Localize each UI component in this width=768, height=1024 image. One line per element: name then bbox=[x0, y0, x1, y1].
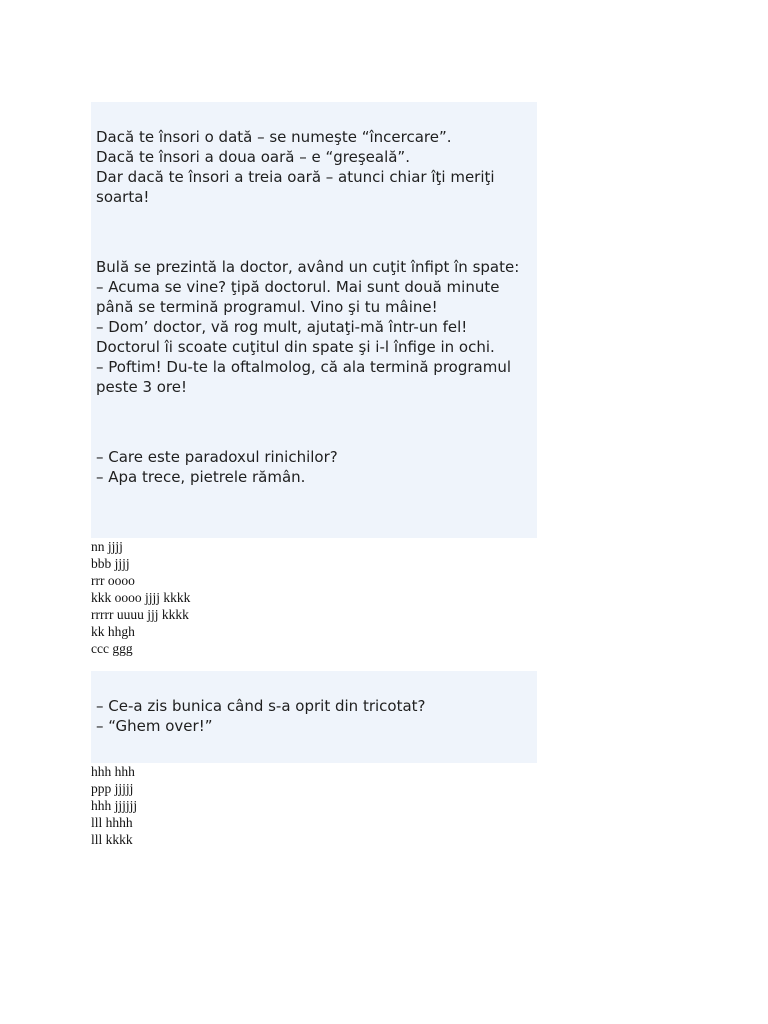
plain-line: hhh hhh bbox=[91, 764, 135, 779]
plain-line: lll hhhh bbox=[91, 815, 133, 830]
paragraph-gap bbox=[96, 207, 531, 257]
plain-line: lll kkkk bbox=[91, 832, 133, 847]
paragraph-gap bbox=[96, 397, 531, 447]
plain-line: ppp jjjjj bbox=[91, 781, 134, 796]
text-line: – “Ghem over!” bbox=[96, 717, 213, 735]
text-line: Bulă se prezintă la doctor, având un cuţit înfipt în spate: bbox=[96, 258, 520, 276]
text-line: Doctorul îi scoate cuţitul din spate şi i-l înfige in ochi. bbox=[96, 338, 495, 356]
joke-paragraph-doctor bbox=[96, 257, 531, 397]
text-line: – Care este paradoxul rinichilor? bbox=[96, 448, 338, 466]
text-line: – Dom’ doctor, vă rog mult, ajutaţi-mă într-un fel! bbox=[96, 318, 468, 336]
text-line: – Ce-a zis bunica când s-a oprit din tricotat? bbox=[96, 697, 426, 715]
text-line: Dacă te însori a doua oară – e “greşeală”. bbox=[96, 148, 410, 166]
text-line: – Poftim! Du-te la oftalmolog, că ala termină programul peste 3 ore! bbox=[96, 358, 512, 396]
text-line: – Apa trece, pietrele rămân. bbox=[96, 468, 306, 486]
text-line: – Acuma se vine? ţipă doctorul. Mai sunt două minute până se termină programul. Vino şi tu mâine! bbox=[96, 278, 500, 316]
joke-paragraph-kidneys bbox=[96, 447, 531, 487]
plain-line: ccc ggg bbox=[91, 641, 133, 656]
plain-line: kkk oooo jjjj kkkk bbox=[91, 590, 191, 605]
joke-paragraph-marriage bbox=[96, 127, 531, 207]
text-line: Dar dacă te însori a treia oară – atunci chiar îţi meriţi soarta! bbox=[96, 168, 495, 206]
plain-line: rrr oooo bbox=[91, 573, 135, 588]
joke-block-2 bbox=[91, 671, 537, 763]
joke-paragraph-grandma bbox=[96, 696, 531, 736]
plain-line: kk hhgh bbox=[91, 624, 135, 639]
plain-line: rrrrr uuuu jjj kkkk bbox=[91, 607, 189, 622]
plain-text-list-1 bbox=[91, 538, 190, 657]
plain-line: hhh jjjjjj bbox=[91, 798, 138, 813]
plain-line: bbb jjjj bbox=[91, 556, 130, 571]
joke-block-1 bbox=[91, 102, 537, 538]
plain-line: nn jjjj bbox=[91, 539, 123, 554]
text-line: Dacă te însori o dată – se numeşte “încercare”. bbox=[96, 128, 452, 146]
plain-text-list-2 bbox=[91, 763, 137, 848]
